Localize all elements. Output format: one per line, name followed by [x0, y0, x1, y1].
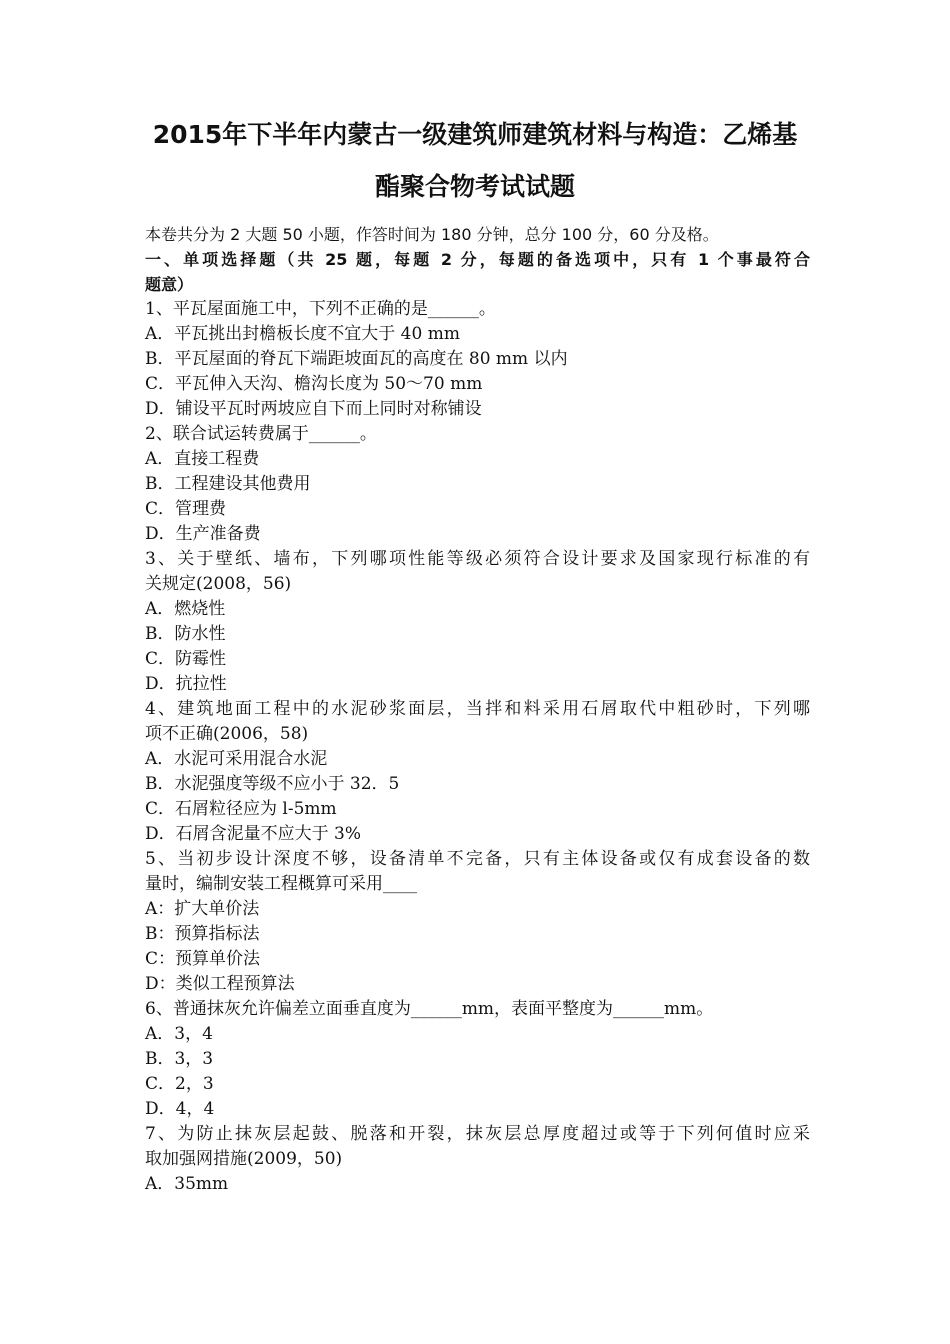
question-stem: 3、关于壁纸、墙布，下列哪项性能等级必须符合设计要求及国家现行标准的有 — [145, 549, 810, 569]
document-title-line-1: 2015年下半年内蒙古一级建筑师建筑材料与构造：乙烯基 — [152, 120, 798, 149]
exam-intro: 本卷共分为 2 大题 50 小题，作答时间为 180 分钟，总分 100 分，60 分及格。 — [145, 225, 719, 244]
question-stem-continued: 关规定(2008，56) — [145, 574, 292, 594]
question-stem: 4、建筑地面工程中的水泥砂浆面层，当拌和料采用石屑取代中粗砂时，下列哪 — [145, 699, 810, 719]
answer-option: A．平瓦挑出封檐板长度不宜大于 40 mm — [145, 324, 460, 344]
section-heading-line-2: 题意） — [145, 275, 194, 294]
answer-option: A．直接工程费 — [145, 449, 260, 469]
question-stem: 5、当初步设计深度不够，设备清单不完备，只有主体设备或仅有成套设备的数 — [145, 849, 810, 869]
answer-option: D：类似工程预算法 — [145, 974, 295, 994]
document-body — [145, 222, 810, 1197]
question-stem: 6、普通抹灰允许偏差立面垂直度为______mm，表面平整度为______mm。 — [145, 999, 714, 1019]
answer-option: C．管理费 — [145, 499, 227, 519]
answer-option: B．3，3 — [145, 1049, 214, 1069]
section-heading-line-1: 一、单项选择题（共 25 题，每题 2 分，每题的备选项中，只有 1 个事最符合 — [145, 250, 810, 269]
question-stem: 7、为防止抹灰层起鼓、脱落和开裂，抹灰层总厚度超过或等于下列何值时应采 — [145, 1124, 810, 1144]
question-stem: 1、平瓦屋面施工中，下列不正确的是______。 — [145, 299, 496, 319]
answer-option: C．石屑粒径应为 l-5mm — [145, 799, 337, 819]
question-stem: 2、联合试运转费属于______。 — [145, 424, 377, 444]
answer-option: B．工程建设其他费用 — [145, 474, 311, 494]
question-stem-continued: 取加强网措施(2009，50) — [145, 1149, 343, 1169]
document-title-line-2: 酯聚合物考试试题 — [374, 172, 575, 201]
answer-option: D．抗拉性 — [145, 674, 227, 694]
answer-option: A：扩大单价法 — [145, 899, 260, 919]
question-stem-continued: 量时，编制安装工程概算可采用____ — [145, 874, 417, 894]
question-stem-continued: 项不正确(2006，58) — [145, 724, 309, 744]
answer-option: C．2，3 — [145, 1074, 214, 1094]
answer-option: D．4，4 — [145, 1099, 215, 1119]
answer-option: B：预算指标法 — [145, 924, 260, 944]
answer-option: D．铺设平瓦时两坡应自下而上同时对称铺设 — [145, 399, 482, 419]
answer-option: A．3，4 — [145, 1024, 213, 1044]
answer-option: D．生产准备费 — [145, 524, 261, 544]
answer-option: A．燃烧性 — [145, 599, 226, 619]
answer-option: C：预算单价法 — [145, 949, 261, 969]
answer-option: C．防霉性 — [145, 649, 227, 669]
answer-option: C．平瓦伸入天沟、檐沟长度为 50～70 mm — [145, 374, 483, 394]
answer-option: B．平瓦屋面的脊瓦下端距坡面瓦的高度在 80 mm 以内 — [145, 349, 568, 369]
answer-option: A．水泥可采用混合水泥 — [145, 749, 328, 769]
answer-option: B．水泥强度等级不应小于 32．5 — [145, 774, 400, 794]
answer-option: B．防水性 — [145, 624, 226, 644]
answer-option: D．石屑含泥量不应大于 3% — [145, 824, 362, 844]
answer-option: A．35mm — [145, 1174, 229, 1194]
